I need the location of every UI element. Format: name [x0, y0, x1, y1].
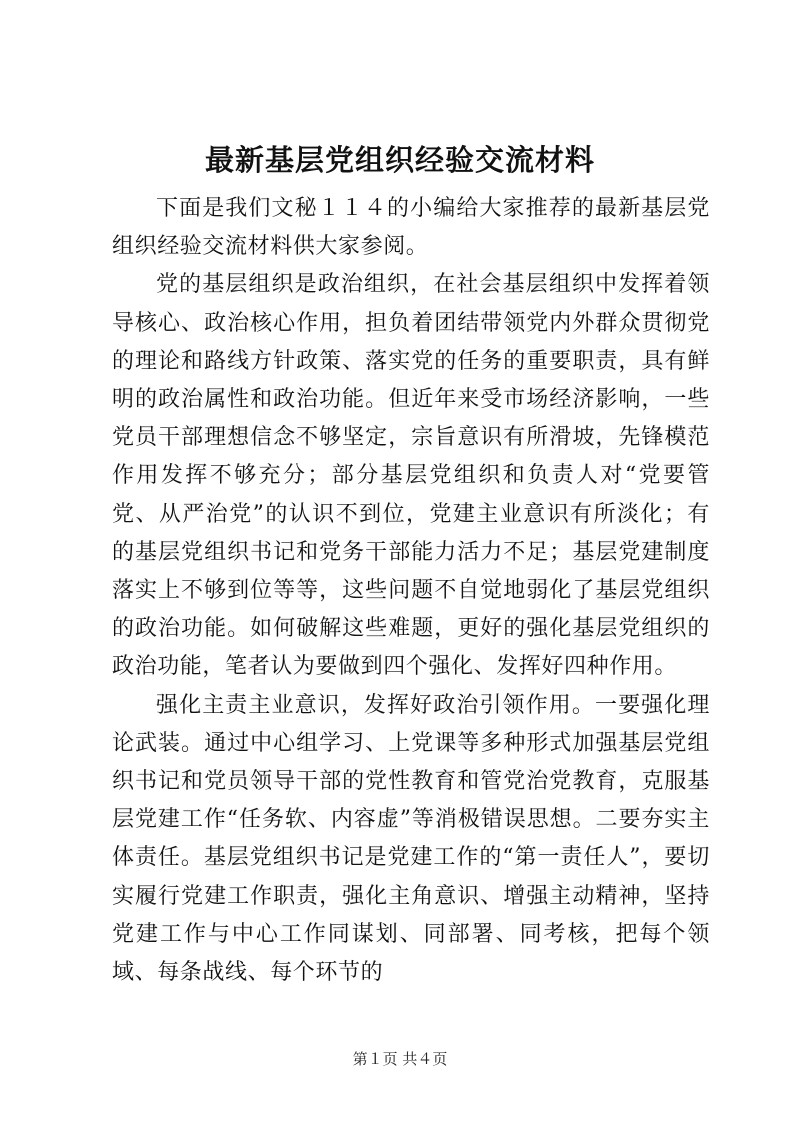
- paragraph-background: 党的基层组织是政治组织，在社会基层组织中发挥着领导核心、政治核心作用，担负着团结带领党内外群众贯彻党的理论和路线方针政策、落实党的任务的重要职责，具有鲜明的政治属性和政治功能。但近年来受市场经济影响，一些党员干部理想信念不够坚定，宗旨意识有所滑坡，先锋模范作用发挥不够充分；部分基层党组织和负责人对“党要管党、从严治党”的认识不到位，党建主业意识有所淡化；有的基层党组织书记和党务干部能力活力不足；基层党建制度落实上不够到位等等，这些问题不自觉地弱化了基层党组织的政治功能。如何破解这些难题，更好的强化基层党组织的政治功能，笔者认为要做到四个强化、发挥好四种作用。: [112, 272, 710, 680]
- document-body: [112, 190, 710, 992]
- page-footer: 第１页 共４页: [352, 1050, 448, 1068]
- paragraph-intro: 下面是我们文秘１１４的小编给大家推荐的最新基层党组织经验交流材料供大家参阅。: [112, 196, 710, 260]
- document-title: 最新基层党组织经验交流材料: [204, 143, 595, 177]
- paragraph-strengthen-responsibility: 强化主责主业意识，发挥好政治引领作用。一要强化理论武装。通过中心组学习、上党课等多种形式加强基层党组织书记和党员领导干部的党性教育和管党治党教育，克服基层党建工作“任务软、内容虚”等消极错误思想。二要夯实主体责任。基层党组织书记是党建工作的“第一责任人”，要切实履行党建工作职责，强化主角意识、增强主动精神，坚持党建工作与中心工作同谋划、同部署、同考核，把每个领域、每条战线、每个环节的: [112, 692, 710, 986]
